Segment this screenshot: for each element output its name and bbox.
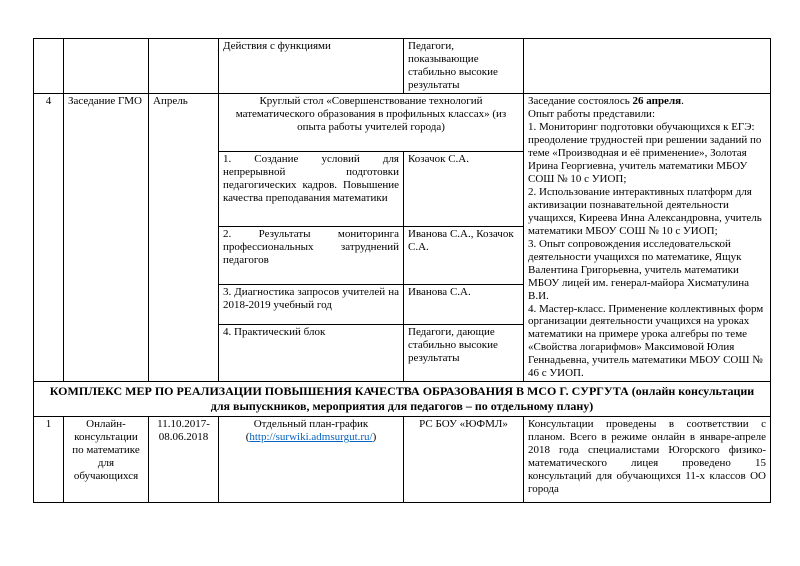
- activity-cell: 1. Создание условий для непрерывной подготовки педагогических кадров. Повышение качества преподавания математики: [219, 151, 404, 227]
- continuation-activity-cell: Действия с функциями: [219, 39, 404, 94]
- row-1-results-cell: Консультации проведены в соответствии с планом. Всего в режиме онлайн в январе-апреле 2018 года специалистами Югорского физико-математического лицея проведено 15 консультаций для обучающихся 11-х классов ОО города: [524, 417, 771, 503]
- responsible-cell: Козачок С.А.: [404, 151, 524, 227]
- results-entry: 1. Мониторинг подготовки обучающихся к ЕГЭ: преодоление трудностей при решении заданий по теме «Производная и её применение», Золотая Ирина Георгиевна, учитель математики МБОУ СОШ № 10 с УИОП;: [528, 120, 762, 185]
- activity-cell: 4. Практический блок: [219, 324, 404, 382]
- row-1-event-cell: Онлайн-консультации по математике для обучающихся: [64, 417, 149, 503]
- section-header-row: [34, 382, 771, 417]
- results-entry: 2. Использование интерактивных платформ для активизации познавательной деятельности учащихся, Киреева Инна Александровна, учитель математики МБОУ СОШ № 10 с УИОП;: [528, 185, 762, 237]
- row-4-date-cell: Апрель: [149, 94, 219, 382]
- row-4-number-cell: 4: [34, 94, 64, 382]
- continuation-responsible-cell: Педагоги, показывающие стабильно высокие результаты: [404, 39, 524, 94]
- main-table: [33, 38, 771, 503]
- responsible-cell: Иванова С.А., Козачок С.А.: [404, 227, 524, 285]
- responsible-cell: Педагоги, дающие стабильно высокие результаты: [404, 324, 524, 382]
- empty-results-cell: [524, 39, 771, 94]
- results-entry: 3. Опыт сопровождения исследовательской деятельности учащихся по математике, Ящук Валентина Григорьевна, учитель математики МБОУ лицей им. генерал-майора Хисматулина В.И.: [528, 237, 749, 302]
- results-entry: 4. Мастер-класс. Применение коллективных форм организации деятельности учащихся на уроках математики на примере урока алгебры по теме «Свойства логарифмов» Максимовой Юлия Геннадьевна, учитель математики МБОУ СОШ № 46 с УИОП.: [528, 302, 764, 380]
- row-4-event-cell: Заседание ГМО: [64, 94, 149, 382]
- plan-label: Отдельный план-график: [253, 418, 369, 431]
- row-1-responsible-cell: РС БОУ «ЮФМЛ»: [404, 417, 524, 503]
- plan-schedule-link[interactable]: http://surwiki.admsurgut.ru/: [249, 431, 373, 444]
- section-header-cell: КОМПЛЕКС МЕР ПО РЕАЛИЗАЦИИ ПОВЫШЕНИЯ КАЧЕСТВА ОБРАЗОВАНИЯ В МСО Г. СУРГУТА (онлайн консультации для выпускников, мероприятия для педагогов – по отдельному плану): [34, 382, 771, 417]
- row-4-results-cell: [524, 94, 771, 382]
- responsible-cell: Иванова С.А.: [404, 284, 524, 324]
- row-continuation: [34, 39, 771, 94]
- row-1-date-cell: 11.10.2017-08.06.2018: [149, 417, 219, 503]
- row-1: [34, 417, 771, 503]
- row-4-title: [34, 94, 771, 152]
- round-table-title-cell: Круглый стол «Совершенствование технологий математического образования в профильных классах» (из опыта работы учителей города): [219, 94, 524, 152]
- meeting-date-bold: 26 апреля: [632, 95, 682, 107]
- row-1-number-cell: 1: [34, 417, 64, 503]
- results-meeting-date-line: Заседание состоялось 26 апреля.: [528, 95, 684, 107]
- activity-cell: 3. Диагностика запросов учителей на 2018-2019 учебный год: [219, 284, 404, 324]
- link-paren-close: ): [372, 431, 377, 444]
- empty-event-cell: [64, 39, 149, 94]
- empty-num-cell: [34, 39, 64, 94]
- empty-date-cell: [149, 39, 219, 94]
- link-paren-open: (: [245, 431, 250, 444]
- activity-cell: 2. Результаты мониторинга профессиональных затруднений педагогов: [219, 227, 404, 285]
- results-intro-line: Опыт работы представили:: [528, 107, 655, 120]
- row-1-plan-cell: [219, 417, 404, 503]
